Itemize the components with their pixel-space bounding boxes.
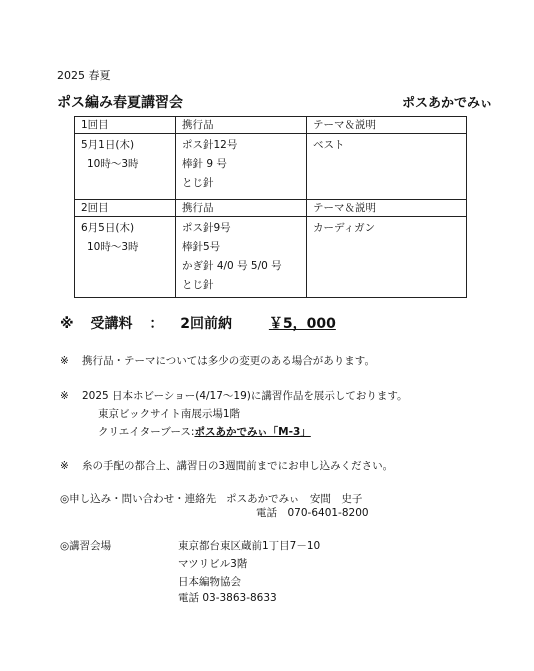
session-1-item: ポス針12号 <box>182 139 238 151</box>
fee-mark: ※ <box>60 316 74 332</box>
session-2-item: ポス針9号 <box>182 222 231 234</box>
fee-line <box>60 313 348 333</box>
session-1-item: 棒針 9 号 <box>182 158 227 170</box>
note-text: 糸の手配の都合上、講習日の3週間前までにお申し込みください。 <box>82 460 394 472</box>
session-1-label: 1回目 <box>75 117 176 134</box>
session-2-date: 6月5日(木) <box>81 222 135 234</box>
session-2-body-row <box>75 217 467 298</box>
session-2-item: とじ針 <box>182 279 214 291</box>
season-label: 2025 春夏 <box>57 69 111 82</box>
session-1-theme-header: テーマ＆説明 <box>307 117 467 134</box>
hobby-show-venue: 東京ビックサイト南展示場1階 <box>98 408 241 420</box>
session-2-label: 2回目 <box>75 200 176 217</box>
contact-phone: 電話 070-6401-8200 <box>256 507 369 519</box>
session-1-items-header: 携行品 <box>176 117 307 134</box>
contact-line <box>60 491 362 506</box>
note-text: 2025 日本ホビーショー(4/17～19)に講習作品を展示しております。 <box>82 390 408 402</box>
hobby-show-booth-line <box>98 424 311 439</box>
session-1-theme: ベスト <box>307 134 467 200</box>
note-yarn-deadline <box>60 458 393 473</box>
note-mark: ※ <box>60 390 69 402</box>
session-2-item: 棒針5号 <box>182 241 221 253</box>
venue-label: ◎講習会場 <box>60 540 112 552</box>
note-mark: ※ <box>60 460 69 472</box>
session-2-theme-header: テーマ＆説明 <box>307 200 467 217</box>
fee-colon: ： <box>149 316 164 332</box>
session-1-body-row <box>75 134 467 200</box>
session-1-item: とじ針 <box>182 177 214 189</box>
session-1-header-row <box>75 117 467 134</box>
session-1-items <box>176 134 307 200</box>
session-1-date: 5月1日(木) <box>81 139 135 151</box>
note-mark: ※ <box>60 355 69 367</box>
fee-payment: 2回前納 <box>180 316 232 332</box>
session-2-theme: カーディガン <box>307 217 467 298</box>
venue-address: 東京都台東区蔵前1丁目7－10 <box>178 540 321 552</box>
note-items-change <box>60 353 375 368</box>
venue-org: 日本編物協会 <box>178 576 241 588</box>
session-1-time: 10時～3時 <box>87 158 139 170</box>
schedule-table <box>74 116 467 298</box>
session-2-time: 10時～3時 <box>87 241 139 253</box>
session-2-items <box>176 217 307 298</box>
note-text: 携行品・テーマについては多少の変更のある場合があります。 <box>82 355 375 367</box>
page-title: ポス編み春夏講習会 <box>57 95 183 111</box>
booth-name: ポスあかでみぃ「M-3」 <box>194 426 311 438</box>
venue-building: マツリビル3階 <box>178 558 248 570</box>
contact-label: ◎申し込み・問い合わせ・連絡先 <box>60 493 217 505</box>
booth-prefix: クリエイターブース: <box>98 426 195 438</box>
contact-name: ポスあかでみぃ 安間 史子 <box>226 493 363 505</box>
fee-amount: ￥5，000 <box>268 316 336 332</box>
brand-name: ポスあかでみぃ <box>402 96 493 111</box>
note-hobby-show <box>60 388 408 403</box>
session-2-items-header: 携行品 <box>176 200 307 217</box>
session-2-item: かぎ針 4/0 号 5/0 号 <box>182 260 282 272</box>
fee-label: 受講料 <box>90 316 133 332</box>
session-2-header-row <box>75 200 467 217</box>
session-1-datetime <box>75 134 176 200</box>
venue-phone: 電話 03-3863-8633 <box>178 592 277 604</box>
session-2-datetime <box>75 217 176 298</box>
